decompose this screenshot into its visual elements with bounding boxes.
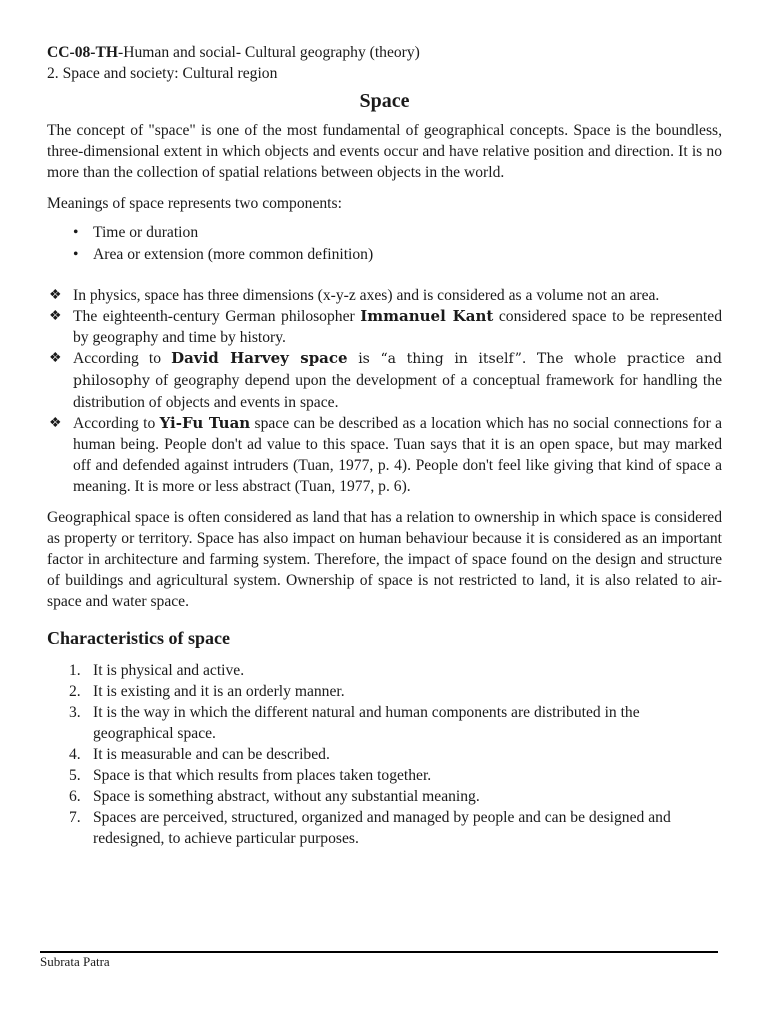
list-item-physics: ❖ In physics, space has three dimensions (x-y-z axes) and is considered as a volume not an area. [49, 287, 660, 304]
characteristics-list [47, 660, 722, 849]
tuan-name: Yi-Fu Tuan [159, 414, 251, 432]
list-item: 2. It is existing and it is an orderly manner. [69, 683, 345, 700]
list-item: 6. Space is something abstract, without any substantial meaning. [69, 788, 480, 805]
kant-name: Immanuel Kant [360, 307, 494, 325]
harvey-quote: is “a thing in itself”. The whole practice and philosophy [73, 351, 722, 389]
views-list [47, 285, 722, 497]
meanings-intro: Meanings of space represents two components: [47, 195, 342, 212]
list-item: 3. It is the way in which the different natural and human components are distributed in the geographical space. [69, 704, 640, 742]
bullet-icon: • [73, 224, 79, 241]
diamond-bullet-icon: ❖ [49, 288, 62, 303]
harvey-name: David Harvey space [171, 349, 348, 367]
course-title: -Human and social- Cultural geography (theory) [118, 44, 420, 61]
diamond-bullet-icon: ❖ [49, 416, 62, 431]
footer-author: Subrata Patra [40, 954, 110, 969]
characteristics-heading: Characteristics of space [47, 628, 230, 648]
geo-paragraph: Geographical space is often considered as land that has a relation to ownership in which space is considered as property or territory. Space has also impact on human behaviour because it is considered as an important factor in architecture and farming system. Therefore, the impact of space found on the design and structure of buildings and agricultural system. Ownership of space is not restricted to land, it is also related to air-space and water space. [47, 509, 722, 610]
intro-paragraph: The concept of "space" is one of the most fundamental of geographical concepts. Space is the boundless, three-dimensional extent in which objects and events occur and have relative position and direction. It is no more than the collection of spatial relations between objects in the world. [47, 122, 722, 181]
components-list [47, 222, 722, 265]
unit-line: 2. Space and society: Cultural region [47, 65, 278, 82]
diamond-bullet-icon: ❖ [49, 309, 62, 324]
list-item: • Time or duration [73, 224, 199, 241]
course-header [47, 42, 722, 63]
list-item-kant: ❖ The eighteenth-century German philosopher Immanuel Kant considered space to be represented by geography and time by history. [49, 307, 722, 346]
list-item: 4. It is measurable and can be described. [69, 746, 330, 763]
page-title: Space [359, 90, 410, 112]
list-item-harvey: ❖ According to David Harvey space is “a thing in itself”. The whole practice and philosophy of geography depend upon the development of a conceptual framework for handling the distribution of objects and events in space. [49, 349, 722, 411]
document-page [47, 42, 722, 849]
footer-rule [40, 951, 718, 953]
bullet-icon: • [73, 246, 79, 263]
list-item: 7. Spaces are perceived, structured, organized and managed by people and can be designed and redesigned, to achieve particular purposes. [69, 809, 671, 847]
diamond-bullet-icon: ❖ [49, 351, 62, 366]
list-item: 5. Space is that which results from places taken together. [69, 767, 432, 784]
list-item: 1. It is physical and active. [69, 662, 245, 679]
list-item-tuan: ❖ According to Yi-Fu Tuan space can be described as a location which has no social connections for a human being. People don't ad value to this space. Tuan says that it is an open space, but may marked off and defended against intruders (Tuan, 1977, p. 4). People don't feel like giving that kind of space a meaning. It is more or less abstract (Tuan, 1977, p. 6). [49, 414, 723, 495]
course-code: CC-08-TH [47, 44, 119, 61]
list-item: • Area or extension (more common definition) [73, 246, 374, 263]
